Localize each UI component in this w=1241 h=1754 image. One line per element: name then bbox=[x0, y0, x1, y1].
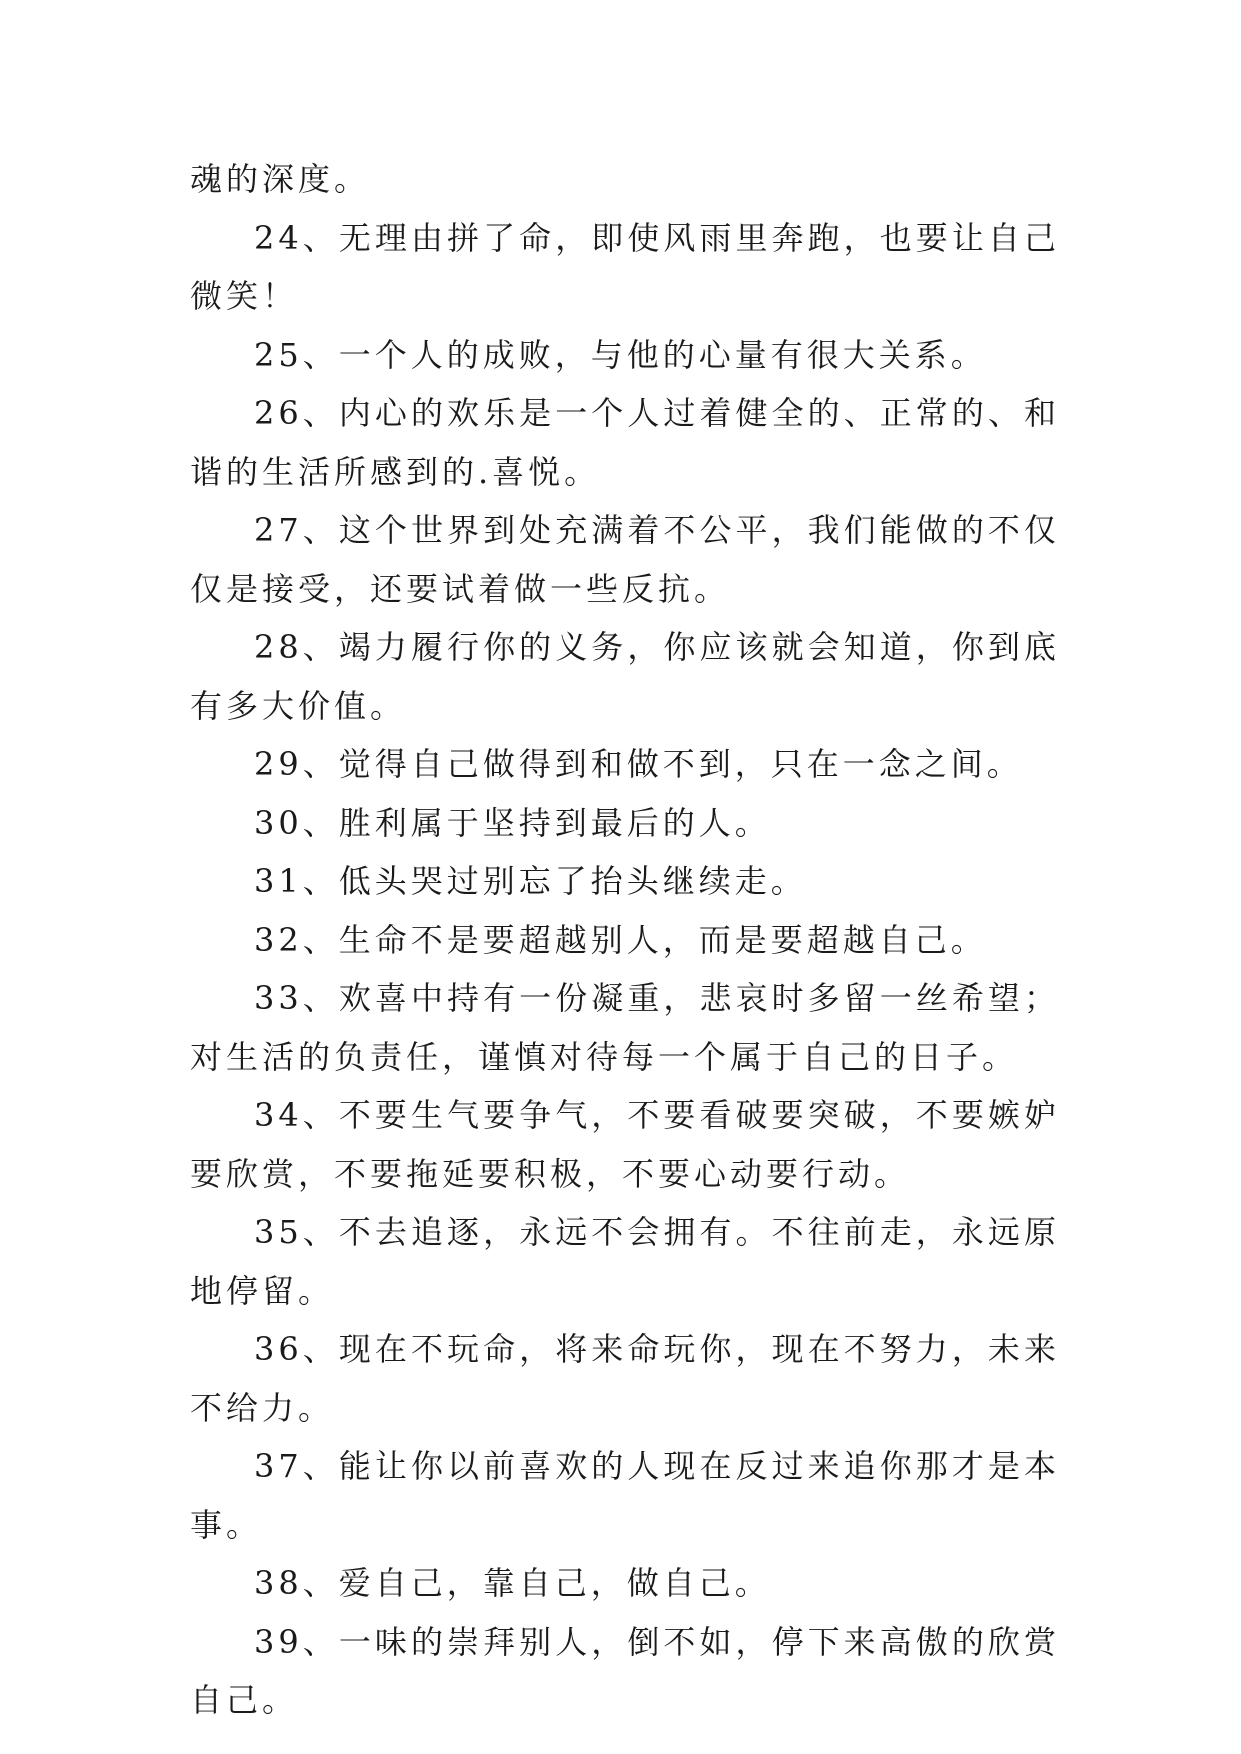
paragraph-27: 27、这个世界到处充满着不公平，我们能做的不仅仅是接受，还要试着做一些反抗。 bbox=[190, 511, 1060, 608]
paragraph-25: 25、一个人的成败，与他的心量有很大关系。 bbox=[254, 335, 987, 374]
text-body bbox=[190, 150, 1060, 1730]
paragraph-38: 38、爱自己，靠自己，做自己。 bbox=[254, 1564, 771, 1602]
paragraph-continuation: 魂的深度。 bbox=[190, 160, 371, 198]
paragraph-31: 31、低头哭过别忘了抬头继续走。 bbox=[254, 862, 807, 900]
paragraph-33: 33、欢喜中持有一份凝重，悲哀时多留一丝希望；对生活的负责任，谨慎对待每一个属于自己的日子。 bbox=[190, 979, 1060, 1076]
paragraph-30: 30、胜利属于坚持到最后的人。 bbox=[254, 803, 771, 842]
paragraph-26: 26、内心的欢乐是一个人过着健全的、正常的、和谐的生活所感到的.喜悦。 bbox=[190, 394, 1060, 491]
paragraph-28: 28、竭力履行你的义务，你应该就会知道，你到底有多大价值。 bbox=[190, 628, 1060, 725]
paragraph-35: 35、不去追逐，永远不会拥有。不往前走，永远原地停留。 bbox=[190, 1213, 1060, 1310]
paragraph-36: 36、现在不玩命，将来命玩你，现在不努力，未来不给力。 bbox=[190, 1330, 1060, 1427]
paragraph-39: 39、一味的崇拜别人，倒不如，停下来高傲的欣赏自己。 bbox=[190, 1622, 1060, 1719]
paragraph-29: 29、觉得自己做得到和做不到，只在一念之间。 bbox=[254, 745, 1023, 783]
paragraph-34: 34、不要生气要争气，不要看破要突破，不要嫉妒要欣赏，不要拖延要积极，不要心动要行动。 bbox=[190, 1096, 1060, 1193]
paragraph-37: 37、能让你以前喜欢的人现在反过来追你那才是本事。 bbox=[190, 1447, 1060, 1544]
paragraph-32: 32、生命不是要超越别人，而是要超越自己。 bbox=[254, 920, 987, 959]
paragraph-24: 24、无理由拼了命，即使风雨里奔跑，也要让自己微笑！ bbox=[190, 218, 1060, 315]
